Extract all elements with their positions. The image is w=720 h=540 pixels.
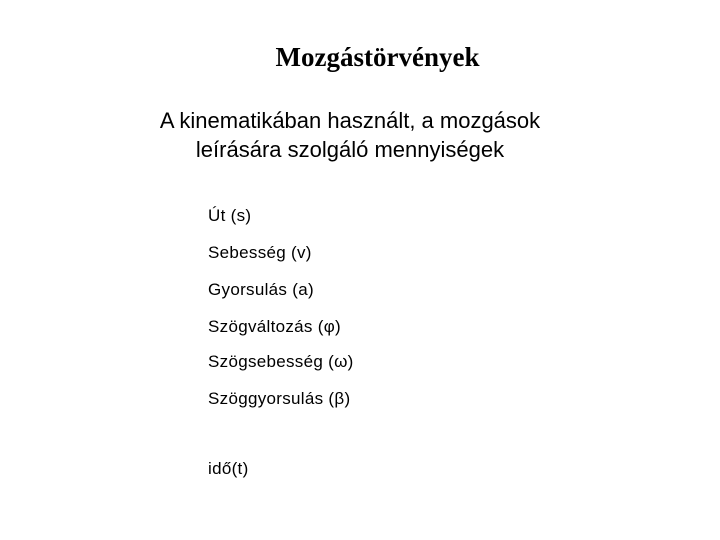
list-item-ut: Út (s) bbox=[208, 206, 252, 225]
subtitle-line-2: leírására szolgáló mennyiségek bbox=[195, 137, 505, 162]
list-item-szogsebesseg: Szögsebesség (ω) bbox=[208, 352, 354, 371]
subtitle-line-1: A kinematikában használt, a mozgások bbox=[159, 108, 541, 133]
list-item-szogvaltozas: Szögváltozás (φ) bbox=[208, 317, 341, 336]
slide-title: Mozgástörvények bbox=[275, 42, 480, 72]
list-item-sebesseg: Sebesség (v) bbox=[208, 243, 312, 262]
list-item-gyorsulas: Gyorsulás (a) bbox=[208, 280, 314, 299]
list-item-ido: idő(t) bbox=[208, 459, 249, 478]
slide-subtitle bbox=[0, 106, 700, 164]
list-item-szoggyorsulas: Szöggyorsulás (β) bbox=[208, 389, 351, 408]
